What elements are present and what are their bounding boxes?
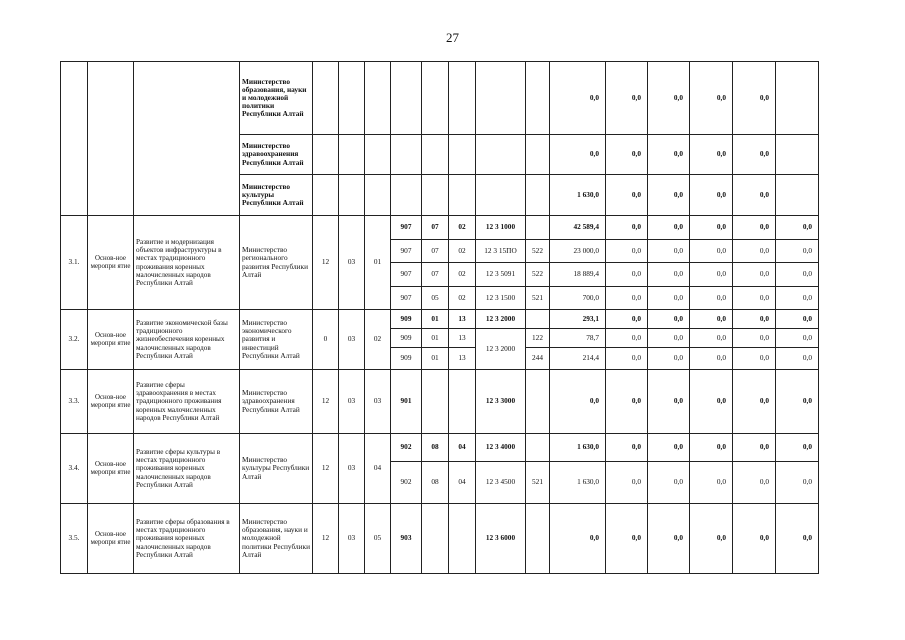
- value-cell: 0,0: [648, 216, 690, 240]
- pr-cell: [449, 504, 476, 574]
- value-cell: 18 889,4: [550, 263, 606, 287]
- row-type: Основ-ное меропри ятие: [88, 504, 134, 574]
- grbs-cell: 907: [391, 216, 422, 240]
- pr-cell: 02: [449, 263, 476, 287]
- value-cell: 0,0: [550, 370, 606, 434]
- row-title: Развитие и модернизация объектов инфраструктуры в местах традиционного проживания коренных малочисленных народов Республики Алтай: [134, 216, 240, 310]
- value-cell: 0,0: [776, 462, 819, 504]
- code-cell: 02: [365, 310, 391, 370]
- value-cell: 0,0: [733, 348, 776, 370]
- value-cell: 0,0: [606, 216, 648, 240]
- value-cell: 0,0: [648, 135, 690, 175]
- vr-cell: [526, 216, 550, 240]
- value-cell: 0,0: [606, 135, 648, 175]
- code-cell: 03: [365, 370, 391, 434]
- pr-cell: 04: [449, 462, 476, 504]
- value-cell: 0,0: [776, 504, 819, 574]
- value-cell: 0,0: [690, 329, 733, 348]
- code-cell: 03: [339, 370, 365, 434]
- value-cell: 0,0: [690, 175, 733, 216]
- value-cell: 0,0: [690, 240, 733, 263]
- rz-cell: 07: [422, 263, 449, 287]
- grbs-cell: 907: [391, 263, 422, 287]
- value-cell: 0,0: [648, 62, 690, 135]
- value-cell: 0,0: [606, 310, 648, 329]
- rz-cell: 07: [422, 216, 449, 240]
- value-cell: 1 630,0: [550, 434, 606, 462]
- value-cell: 0,0: [690, 287, 733, 310]
- code-cell: 12: [313, 370, 339, 434]
- grbs-cell: 909: [391, 329, 422, 348]
- value-cell: 0,0: [690, 135, 733, 175]
- grbs-cell: 902: [391, 462, 422, 504]
- value-cell: 1 630,0: [550, 175, 606, 216]
- ministry-cell: Министерство регионального развития Республики Алтай: [240, 216, 313, 310]
- csr-cell: 12 3 4000: [476, 434, 526, 462]
- value-cell: 1 630,0: [550, 462, 606, 504]
- vr-cell: [526, 434, 550, 462]
- vr-cell: 522: [526, 240, 550, 263]
- code-cell: 12: [313, 216, 339, 310]
- value-cell: 0,0: [550, 504, 606, 574]
- value-cell: 700,0: [550, 287, 606, 310]
- grbs-cell: 909: [391, 348, 422, 370]
- ministry-cell: Министерство образования, науки и молодежной политики Республики Алтай: [240, 504, 313, 574]
- value-cell: 0,0: [733, 240, 776, 263]
- value-cell: 0,0: [648, 310, 690, 329]
- code-cell: 05: [365, 504, 391, 574]
- value-cell: 0,0: [690, 370, 733, 434]
- value-cell: 0,0: [776, 329, 819, 348]
- value-cell: 0,0: [733, 135, 776, 175]
- row-title: Развитие сферы образования в местах традиционного проживания коренных малочисленных народов Республики Алтай: [134, 504, 240, 574]
- table-body: [61, 62, 819, 574]
- value-cell: 0,0: [648, 240, 690, 263]
- value-cell: 214,4: [550, 348, 606, 370]
- ministry-cell: Министерство образования, науки и молодежной политики Республики Алтай: [240, 62, 313, 135]
- value-cell: 0,0: [733, 263, 776, 287]
- rz-cell: 01: [422, 329, 449, 348]
- value-cell: 0,0: [648, 329, 690, 348]
- value-cell: 0,0: [776, 348, 819, 370]
- pr-cell: 02: [449, 216, 476, 240]
- csr-cell: 12 3 2000: [476, 329, 526, 370]
- table-row: [61, 434, 819, 462]
- csr-cell: 12 3 1000: [476, 216, 526, 240]
- value-cell: 0,0: [648, 370, 690, 434]
- code-cell: 12: [313, 434, 339, 504]
- vr-cell: [526, 504, 550, 574]
- value-cell: 42 589,4: [550, 216, 606, 240]
- value-cell: 0,0: [648, 434, 690, 462]
- value-cell: 0,0: [606, 329, 648, 348]
- ministry-cell: Министерство культуры Республики Алтай: [240, 434, 313, 504]
- row-title: Развитие экономической базы традиционного жизнеобеспечения коренных малочисленных народов Республики Алтай: [134, 310, 240, 370]
- pr-cell: [449, 370, 476, 434]
- value-cell: 0,0: [550, 135, 606, 175]
- rz-cell: 08: [422, 434, 449, 462]
- value-cell: 0,0: [733, 329, 776, 348]
- value-cell: 0,0: [606, 504, 648, 574]
- rz-cell: 08: [422, 462, 449, 504]
- vr-cell: 244: [526, 348, 550, 370]
- value-cell: 0,0: [733, 504, 776, 574]
- csr-cell: 12 3 1500: [476, 287, 526, 310]
- value-cell: 0,0: [606, 434, 648, 462]
- page-number: 27: [446, 30, 459, 45]
- rz-cell: 01: [422, 348, 449, 370]
- value-cell: 293,1: [550, 310, 606, 329]
- value-cell: 0,0: [776, 370, 819, 434]
- vr-cell: [526, 310, 550, 329]
- code-cell: 12: [313, 504, 339, 574]
- table-row: [61, 62, 819, 135]
- value-cell: 0,0: [690, 504, 733, 574]
- pr-cell: 13: [449, 310, 476, 329]
- grbs-cell: 903: [391, 504, 422, 574]
- grbs-cell: 907: [391, 287, 422, 310]
- csr-cell: 12 3 2000: [476, 310, 526, 329]
- value-cell: 0,0: [733, 287, 776, 310]
- value-cell: 0,0: [690, 310, 733, 329]
- code-cell: 0: [313, 310, 339, 370]
- value-cell: 0,0: [733, 62, 776, 135]
- value-cell: 0,0: [690, 462, 733, 504]
- value-cell: 0,0: [776, 310, 819, 329]
- vr-cell: 122: [526, 329, 550, 348]
- value-cell: 0,0: [733, 216, 776, 240]
- value-cell: 0,0: [776, 263, 819, 287]
- value-cell: 0,0: [606, 348, 648, 370]
- row-type: Основ-ное меропри ятие: [88, 434, 134, 504]
- value-cell: 0,0: [733, 175, 776, 216]
- value-cell: 0,0: [606, 287, 648, 310]
- row-number: 3.1.: [61, 216, 88, 310]
- row-number: 3.3.: [61, 370, 88, 434]
- row-type: Основ-ное меропри ятие: [88, 370, 134, 434]
- vr-cell: [526, 370, 550, 434]
- ministry-cell: Министерство здравоохранения Республики Алтай: [240, 370, 313, 434]
- pr-cell: 13: [449, 348, 476, 370]
- row-number: 3.4.: [61, 434, 88, 504]
- table-row: [61, 310, 819, 329]
- row-type: Основ-ное меропри ятие: [88, 216, 134, 310]
- row-type: Основ-ное меропри ятие: [88, 310, 134, 370]
- grbs-cell: 907: [391, 240, 422, 263]
- value-cell: 0,0: [606, 175, 648, 216]
- value-cell: 0,0: [648, 287, 690, 310]
- vr-cell: 521: [526, 287, 550, 310]
- row-title: Развитие сферы здравоохранения в местах традиционного проживания коренных малочисленных народов Республики Алтай: [134, 370, 240, 434]
- csr-cell: 12 3 3000: [476, 370, 526, 434]
- rz-cell: [422, 370, 449, 434]
- value-cell: 0,0: [550, 62, 606, 135]
- value-cell: 0,0: [606, 263, 648, 287]
- value-cell: 0,0: [606, 62, 648, 135]
- value-cell: 0,0: [648, 263, 690, 287]
- rz-cell: 01: [422, 310, 449, 329]
- ministry-cell: Министерство культуры Республики Алтай: [240, 175, 313, 216]
- grbs-cell: 902: [391, 434, 422, 462]
- value-cell: 0,0: [776, 240, 819, 263]
- value-cell: 0,0: [690, 62, 733, 135]
- csr-cell: 12 3 6000: [476, 504, 526, 574]
- value-cell: 0,0: [690, 216, 733, 240]
- row-number: 3.5.: [61, 504, 88, 574]
- grbs-cell: 901: [391, 370, 422, 434]
- value-cell: 0,0: [776, 216, 819, 240]
- csr-cell: 12 3 5091: [476, 263, 526, 287]
- value-cell: 23 000,0: [550, 240, 606, 263]
- code-cell: 03: [339, 504, 365, 574]
- value-cell: 0,0: [606, 462, 648, 504]
- csr-cell: 12 3 4500: [476, 462, 526, 504]
- value-cell: 0,0: [776, 287, 819, 310]
- value-cell: 0,0: [606, 240, 648, 263]
- row-title: Развитие сферы культуры в местах традиционного проживания коренных малочисленных народов Республики Алтай: [134, 434, 240, 504]
- table-row: [61, 216, 819, 240]
- code-cell: 04: [365, 434, 391, 504]
- pr-cell: 02: [449, 240, 476, 263]
- value-cell: 0,0: [733, 310, 776, 329]
- value-cell: 0,0: [733, 370, 776, 434]
- csr-cell: 12 3 15ПО: [476, 240, 526, 263]
- ministry-cell: Министерство здравоохранения Республики Алтай: [240, 135, 313, 175]
- value-cell: 0,0: [690, 348, 733, 370]
- value-cell: 0,0: [648, 348, 690, 370]
- rz-cell: [422, 504, 449, 574]
- pr-cell: 02: [449, 287, 476, 310]
- pr-cell: 04: [449, 434, 476, 462]
- code-cell: 01: [365, 216, 391, 310]
- table-row: [61, 370, 819, 434]
- rz-cell: 07: [422, 240, 449, 263]
- value-cell: 0,0: [648, 175, 690, 216]
- vr-cell: 522: [526, 263, 550, 287]
- value-cell: 0,0: [733, 434, 776, 462]
- budget-table: [60, 61, 819, 574]
- ministry-cell: Министерство экономического развития и инвестиций Республики Алтай: [240, 310, 313, 370]
- value-cell: 0,0: [733, 462, 776, 504]
- code-cell: 03: [339, 310, 365, 370]
- code-cell: 03: [339, 434, 365, 504]
- value-cell: 0,0: [648, 504, 690, 574]
- table-row: [61, 504, 819, 574]
- pr-cell: 13: [449, 329, 476, 348]
- row-number: 3.2.: [61, 310, 88, 370]
- value-cell: 78,7: [550, 329, 606, 348]
- value-cell: 0,0: [776, 434, 819, 462]
- value-cell: 0,0: [690, 263, 733, 287]
- value-cell: 0,0: [606, 370, 648, 434]
- rz-cell: 05: [422, 287, 449, 310]
- vr-cell: 521: [526, 462, 550, 504]
- value-cell: 0,0: [648, 462, 690, 504]
- value-cell: 0,0: [690, 434, 733, 462]
- code-cell: 03: [339, 216, 365, 310]
- grbs-cell: 909: [391, 310, 422, 329]
